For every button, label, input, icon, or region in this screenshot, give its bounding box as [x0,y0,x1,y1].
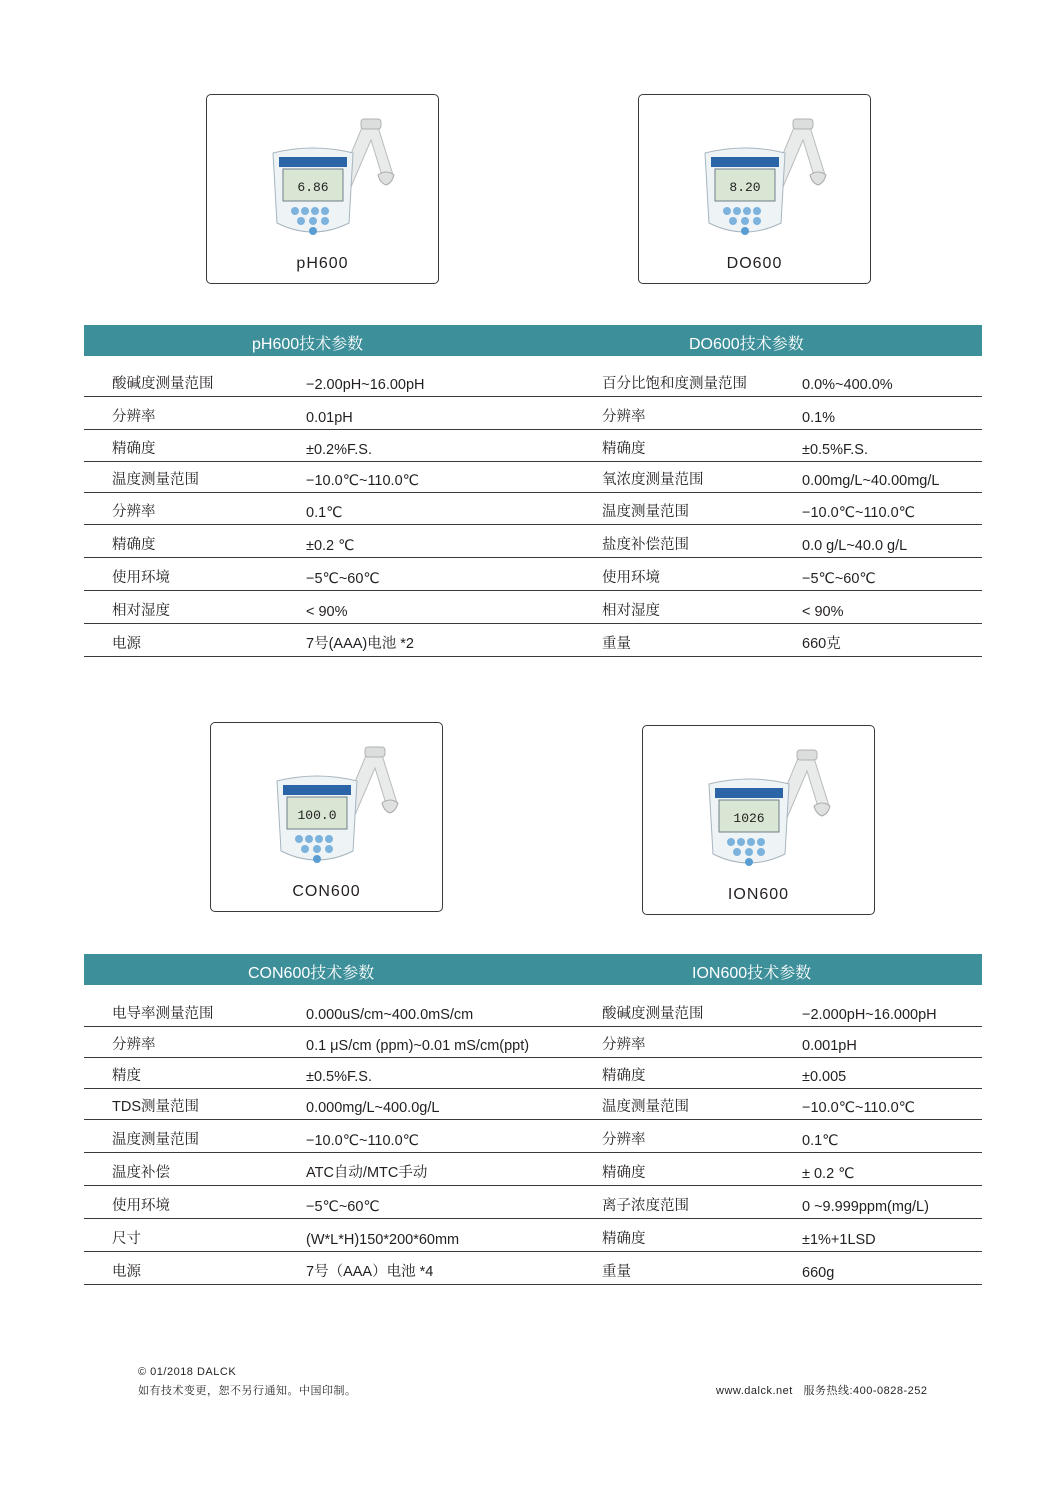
spec-row [84,1088,982,1120]
spec-label: 精度 [112,1068,141,1084]
section-header [84,325,982,356]
spec-value: −5℃~60℃ [802,571,876,587]
spec-value: ±0.2%F.S. [306,442,372,458]
section-title-left: pH600技术参数 [252,336,364,353]
product-card-ion600 [642,725,875,915]
spec-value: −10.0℃~110.0℃ [306,1133,419,1149]
spec-value: 0.01pH [306,410,353,426]
spec-row [84,992,982,1027]
spec-row [84,524,982,558]
spec-label: 相对湿度 [602,603,660,619]
spec-value: −2.000pH~16.000pH [802,1007,937,1023]
meter-illustration [247,733,407,883]
footer-notice: 如有技术变更，恕不另行通知。中国印制。 [138,1385,357,1397]
spec-value: 0.1% [802,410,836,426]
spec-label: 精确度 [602,1068,646,1084]
spec-value: −10.0℃~110.0℃ [306,473,419,489]
spec-label: 分辨率 [602,409,646,425]
spec-row [84,1057,982,1089]
spec-label: 分辨率 [602,1132,646,1148]
spec-label: 分辨率 [602,1037,646,1053]
spec-value: 7号(AAA)电池 *2 [306,636,414,652]
spec-label: 相对湿度 [112,603,170,619]
spec-value: 660克 [802,636,841,652]
spec-value: 0.1℃ [802,1133,839,1149]
section-title-left: CON600技术参数 [248,965,375,982]
spec-label: 氧浓度测量范围 [602,472,704,488]
meter-illustration [243,105,403,255]
spec-value: ATC自动/MTC手动 [306,1165,428,1181]
spec-value: < 90% [306,604,348,620]
spec-label: 酸碱度测量范围 [602,1006,704,1022]
spec-label: 电源 [112,636,141,652]
spec-row [84,557,982,591]
spec-label: 精确度 [112,441,156,457]
spec-label: 精确度 [602,441,646,457]
spec-row [84,1251,982,1285]
spec-value: (W*L*H)150*200*60mm [306,1232,460,1248]
spec-value: 0.00mg/L~40.00mg/L [802,473,940,489]
spec-label: 温度测量范围 [602,504,689,520]
spec-value: 660g [802,1265,835,1281]
meter-screen-reading: 8.20 [728,180,761,195]
spec-label: 精确度 [602,1231,646,1247]
spec-label: 温度测量范围 [112,472,199,488]
spec-label: 重量 [602,1264,631,1280]
spec-value: 0.1℃ [306,505,343,521]
spec-value: ±0.5%F.S. [802,442,868,458]
section-title-right: ION600技术参数 [692,965,812,982]
spec-label: 离子浓度范围 [602,1198,689,1214]
spec-value: ±0.005 [802,1069,847,1085]
spec-value: ±0.5%F.S. [306,1069,372,1085]
spec-label: 分辨率 [112,1037,156,1053]
product-card-do600 [638,94,871,284]
spec-row [84,1185,982,1219]
spec-label: 精确度 [602,1165,646,1181]
spec-value: ±1%+1LSD [802,1232,876,1248]
spec-row [84,492,982,525]
product-label: DO600 [726,255,783,272]
spec-label: TDS测量范围 [112,1099,199,1115]
spec-label: 电导率测量范围 [112,1006,214,1022]
product-label: pH600 [296,255,349,272]
spec-label: 重量 [602,636,631,652]
spec-value: 0.1 μS/cm (ppm)~0.01 mS/cm(ppt) [306,1038,530,1054]
spec-label: 温度测量范围 [602,1099,689,1115]
spec-label: 酸碱度测量范围 [112,376,214,392]
spec-row [84,429,982,462]
product-card-con600 [210,722,443,912]
spec-label: 分辨率 [112,504,156,520]
spec-label: 分辨率 [112,409,156,425]
spec-row [84,590,982,624]
spec-row [84,396,982,430]
spec-value: 0.000uS/cm~400.0mS/cm [306,1007,474,1023]
spec-value: < 90% [802,604,844,620]
spec-row [84,364,982,397]
spec-row [84,1218,982,1252]
spec-label: 温度补偿 [112,1165,170,1181]
spec-label: 电源 [112,1264,141,1280]
spec-label: 使用环境 [602,570,660,586]
spec-row [84,1119,982,1153]
product-card-ph600 [206,94,439,284]
spec-label: 尺寸 [112,1231,141,1247]
spec-value: ±0.2 ℃ [306,538,355,554]
spec-value: −10.0℃~110.0℃ [802,505,915,521]
spec-value: −5℃~60℃ [306,571,380,587]
spec-label: 使用环境 [112,570,170,586]
spec-label: 精确度 [112,537,156,553]
spec-value: −10.0℃~110.0℃ [802,1100,915,1116]
footer-contact: www.dalck.net 服务热线:400-0828-252 [716,1385,928,1397]
meter-illustration [679,736,839,886]
spec-value: 0.001pH [802,1038,857,1054]
product-label: ION600 [727,886,790,903]
meter-screen-reading: 6.86 [296,180,329,195]
spec-label: 使用环境 [112,1198,170,1214]
spec-label: 温度测量范围 [112,1132,199,1148]
spec-label: 百分比饱和度测量范围 [602,376,747,392]
meter-screen-reading: 100.0 [296,808,337,823]
spec-value: 0 ~9.999ppm(mg/L) [802,1199,929,1215]
footer-copyright: © 01/2018 DALCK [138,1366,237,1378]
spec-value: ± 0.2 ℃ [802,1166,855,1182]
spec-value: −2.00pH~16.00pH [306,377,425,393]
spec-value: 0.0 g/L~40.0 g/L [802,538,908,554]
spec-row [84,1026,982,1058]
spec-row [84,461,982,493]
spec-value: 0.000mg/L~400.0g/L [306,1100,440,1116]
section-header [84,954,982,985]
spec-value: 7号（AAA）电池 *4 [306,1264,434,1280]
spec-value: 0.0%~400.0% [802,377,893,393]
section-title-right: DO600技术参数 [689,336,804,353]
meter-screen-reading: 1026 [732,811,765,826]
meter-illustration [675,105,835,255]
spec-row [84,1152,982,1186]
spec-row [84,623,982,657]
spec-label: 盐度补偿范围 [602,537,689,553]
spec-value: −5℃~60℃ [306,1199,380,1215]
product-label: CON600 [292,883,361,900]
